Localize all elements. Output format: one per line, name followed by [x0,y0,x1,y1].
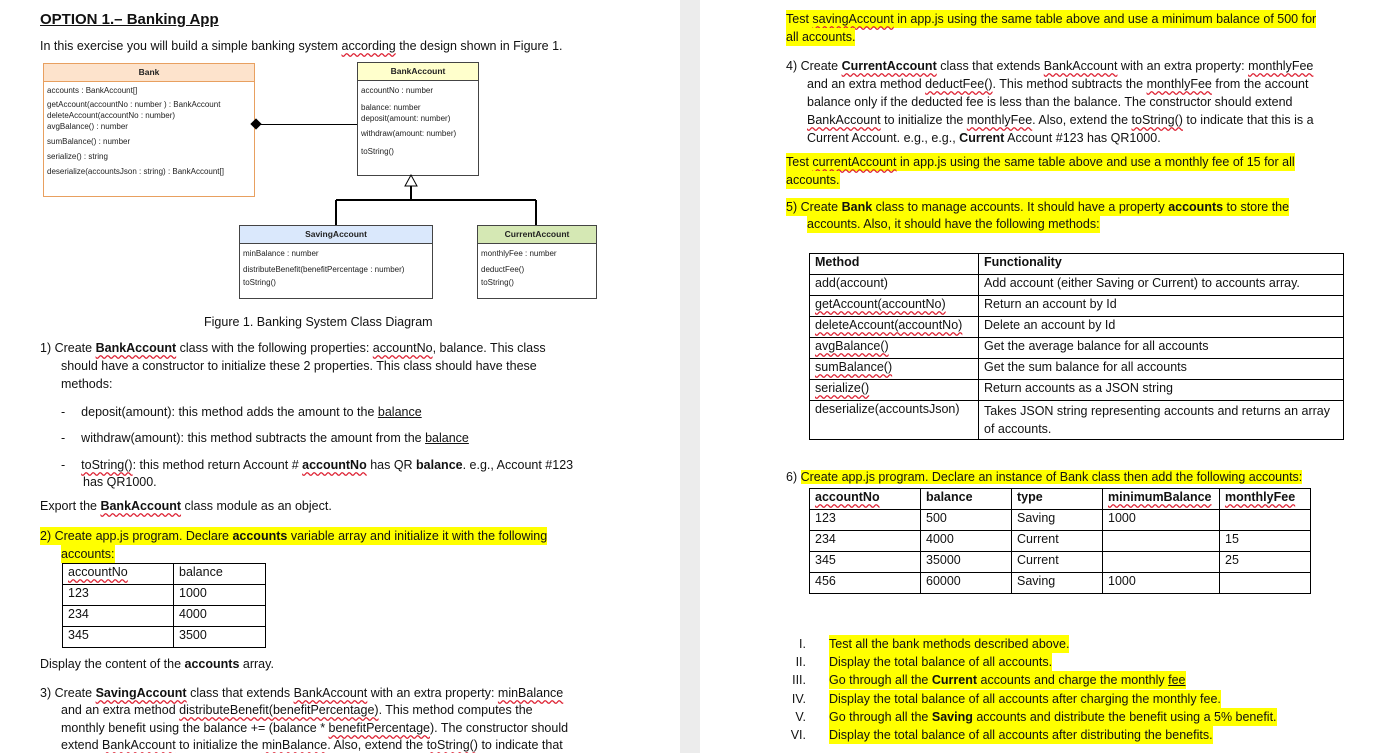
table-cell: 3500 [174,627,266,648]
table-cell: 345 [63,627,174,648]
uml-currentaccount-line: monthlyFee : number [481,249,557,258]
saving-test-line: all accounts. [786,30,856,44]
intro-text: In this exercise you will build a simple banking system according the design shown in Figure 1. [40,39,563,53]
table-cell: 35000 [921,552,1012,573]
table-row [810,510,1311,531]
uml-bankaccount-line: toString() [361,147,394,156]
task-text: Go through all the Saving accounts and distribute the benefit using a 5% benefit. [829,710,1277,724]
uml-currentaccount-line: deductFee() [481,265,525,274]
inheritance-connectors [0,0,680,300]
bullet-tostring-cont: has QR1000. [83,475,157,489]
exercise-title: OPTION 1.– Banking App [40,11,219,28]
table-cell [1103,531,1220,552]
table-row [810,275,1344,296]
section-5-line: accounts. Also, it should have the following methods: [807,217,1100,231]
table-header: accountNo [63,564,174,585]
table-cell: 1000 [1103,573,1220,594]
table-cell [1103,552,1220,573]
section-3-line: and an extra method distributeBenefit(benefitPercentage). This method computes the [61,703,533,717]
table-row [810,359,1344,380]
table-header: Functionality [979,254,1344,275]
table-row [810,317,1344,338]
uml-currentaccount-line: toString() [481,278,514,287]
uml-bank-line: sumBalance() : number [47,137,131,146]
table-row [810,552,1311,573]
table-cell: Get the average balance for all accounts [979,338,1344,359]
task-text: Display the total balance of all accounts after distributing the benefits. [829,728,1213,742]
table-cell: 4000 [921,531,1012,552]
section-2-line: accounts: [61,547,115,561]
table-cell: 60000 [921,573,1012,594]
table-cell: Saving [1012,573,1103,594]
uml-bankaccount-line: deposit(amount: number) [361,114,451,123]
document-page-left [0,0,680,753]
table-cell: Return accounts as a JSON string [979,380,1344,401]
task-number: II. [795,655,806,669]
table-row [810,573,1311,594]
table-header: accountNo [810,489,921,510]
table-row [63,627,266,648]
uml-bankaccount-line: withdraw(amount: number) [361,129,457,138]
uml-bankaccount-line: balance: number [361,103,421,112]
table-header: minimumBalance [1103,489,1220,510]
section-5-line: 5) Create Bank class to manage accounts. It should have a property accounts to store the [786,200,1290,214]
uml-bank-line: avgBalance() : number [47,122,128,131]
table-cell: getAccount(accountNo) [810,296,979,317]
current-test-line: Test currentAccount in app.js using the same table above and use a monthly fee of 15 for all [786,155,1295,169]
table-row [63,606,266,627]
table-cell: Takes JSON string representing accounts and returns an array of accounts. [979,401,1344,440]
table-cell: 456 [810,573,921,594]
table-cell: add(account) [810,275,979,296]
table-cell: serialize() [810,380,979,401]
bullet-tostring: - toString(): this method return Account # accountNo has QR balance. e.g., Account #123 [61,458,574,472]
uml-bank-line: serialize() : string [47,152,108,161]
bullet-withdraw: - withdraw(amount): this method subtracts the amount from the balance [61,431,469,445]
uml-bank-line: accounts : BankAccount[] [47,86,138,95]
task-number: V. [795,710,806,724]
table-cell: Current [1012,531,1103,552]
current-test-line: accounts. [786,173,840,187]
section-3-line: monthly benefit using the balance += (balance * benefitPercentage). The constructor should [61,721,569,735]
table-row [63,585,266,606]
initial-accounts-table [62,563,266,648]
table-cell: Add account (either Saving or Current) to accounts array. [979,275,1344,296]
task-number: VI. [790,728,806,742]
section-6-line: 6) Create app.js program. Declare an instance of Bank class then add the following accounts: [786,470,1303,484]
task-text: Go through all the Current accounts and charge the monthly fee [829,673,1186,687]
section-4-line: BankAccount to initialize the monthlyFee. Also, extend the toString() to indicate that this is a [807,113,1314,127]
uml-bank-line: deleteAccount(accountNo : number) [47,111,176,120]
task-number: IV. [791,692,806,706]
table-header: monthlyFee [1220,489,1311,510]
table-row [810,531,1311,552]
table-cell: 234 [810,531,921,552]
uml-bank-line: getAccount(accountNo : number ) : BankAccount [47,100,221,109]
table-cell: Delete an account by Id [979,317,1344,338]
uml-bankaccount-title: BankAccount [358,63,478,81]
table-cell: Saving [1012,510,1103,531]
task-text: Display the total balance of all accounts. [829,655,1053,669]
table-header: type [1012,489,1103,510]
table-cell: 15 [1220,531,1311,552]
table-row [810,401,1344,440]
uml-bank-title: Bank [44,64,254,82]
bullet-deposit: - deposit(amount): this method adds the amount to the balance [61,405,422,419]
table-header: balance [921,489,1012,510]
section-4-line: Current Account. e.g., e.g., Current Account #123 has QR1000. [807,131,1161,145]
task-text: Display the total balance of all accounts after charging the monthly fee. [829,692,1221,706]
section-1-line: 1) Create BankAccount class with the following properties: accountNo, balance. This class [40,341,546,355]
table-cell: deleteAccount(accountNo) [810,317,979,338]
figure-caption: Figure 1. Banking System Class Diagram [204,315,433,329]
table-header: Method [810,254,979,275]
bank-accounts-table [809,488,1311,594]
inheritance-arrow-icon [405,175,417,186]
table-cell: 123 [810,510,921,531]
table-row [810,380,1344,401]
uml-bank-line: deserialize(accountsJson : string) : BankAccount[] [47,167,224,176]
table-cell: 123 [63,585,174,606]
task-number: I. [799,637,806,651]
uml-savingaccount-line: toString() [243,278,276,287]
section-3-line: 3) Create SavingAccount class that extends BankAccount with an extra property: minBalance [40,686,564,700]
saving-test-line: Test savingAccount in app.js using the same table above and use a minimum balance of 500 for [786,12,1317,26]
section-4-line: and an extra method deductFee(). This method subtracts the monthlyFee from the account [807,77,1309,91]
section-1-line: should have a constructor to initialize these 2 properties. This class should have these [61,359,537,373]
table-cell: 25 [1220,552,1311,573]
document-page-right [700,0,1375,753]
section-4-line: balance only if the deducted fee is less than the balance. The constructor should extend [807,95,1293,109]
export-text: Export the BankAccount class module as an object. [40,499,332,513]
uml-savingaccount-line: distributeBenefit(benefitPercentage : number) [243,265,405,274]
section-4-line: 4) Create CurrentAccount class that extends BankAccount with an extra property: monthlyFee [786,59,1314,73]
uml-savingaccount-line: minBalance : number [243,249,319,258]
uml-savingaccount-title: SavingAccount [240,226,432,244]
table-cell: 1000 [1103,510,1220,531]
table-cell [1220,510,1311,531]
table-cell: 345 [810,552,921,573]
table-header: balance [174,564,266,585]
table-cell: Get the sum balance for all accounts [979,359,1344,380]
table-cell: Current [1012,552,1103,573]
task-text: Test all the bank methods described above. [829,637,1070,651]
uml-currentaccount-title: CurrentAccount [478,226,596,244]
section-2-line: 2) Create app.js program. Declare accounts variable array and initialize it with the following [40,529,548,543]
section-3-line: extend BankAccount to initialize the minBalance. Also, extend the toString() to indicate that [61,738,563,752]
table-cell: avgBalance() [810,338,979,359]
table-cell: Return an account by Id [979,296,1344,317]
uml-bankaccount-line: accountNo : number [361,86,434,95]
table-cell [1220,573,1311,594]
bank-methods-table [809,253,1344,440]
table-cell: sumBalance() [810,359,979,380]
table-cell: 500 [921,510,1012,531]
table-row [810,296,1344,317]
table-cell: 234 [63,606,174,627]
table-cell: 4000 [174,606,266,627]
task-number: III. [792,673,806,687]
display-instruction: Display the content of the accounts array. [40,657,274,671]
table-row [810,338,1344,359]
section-1-line: methods: [61,377,113,391]
table-cell: 1000 [174,585,266,606]
table-cell: deserialize(accountsJson) [810,401,979,440]
